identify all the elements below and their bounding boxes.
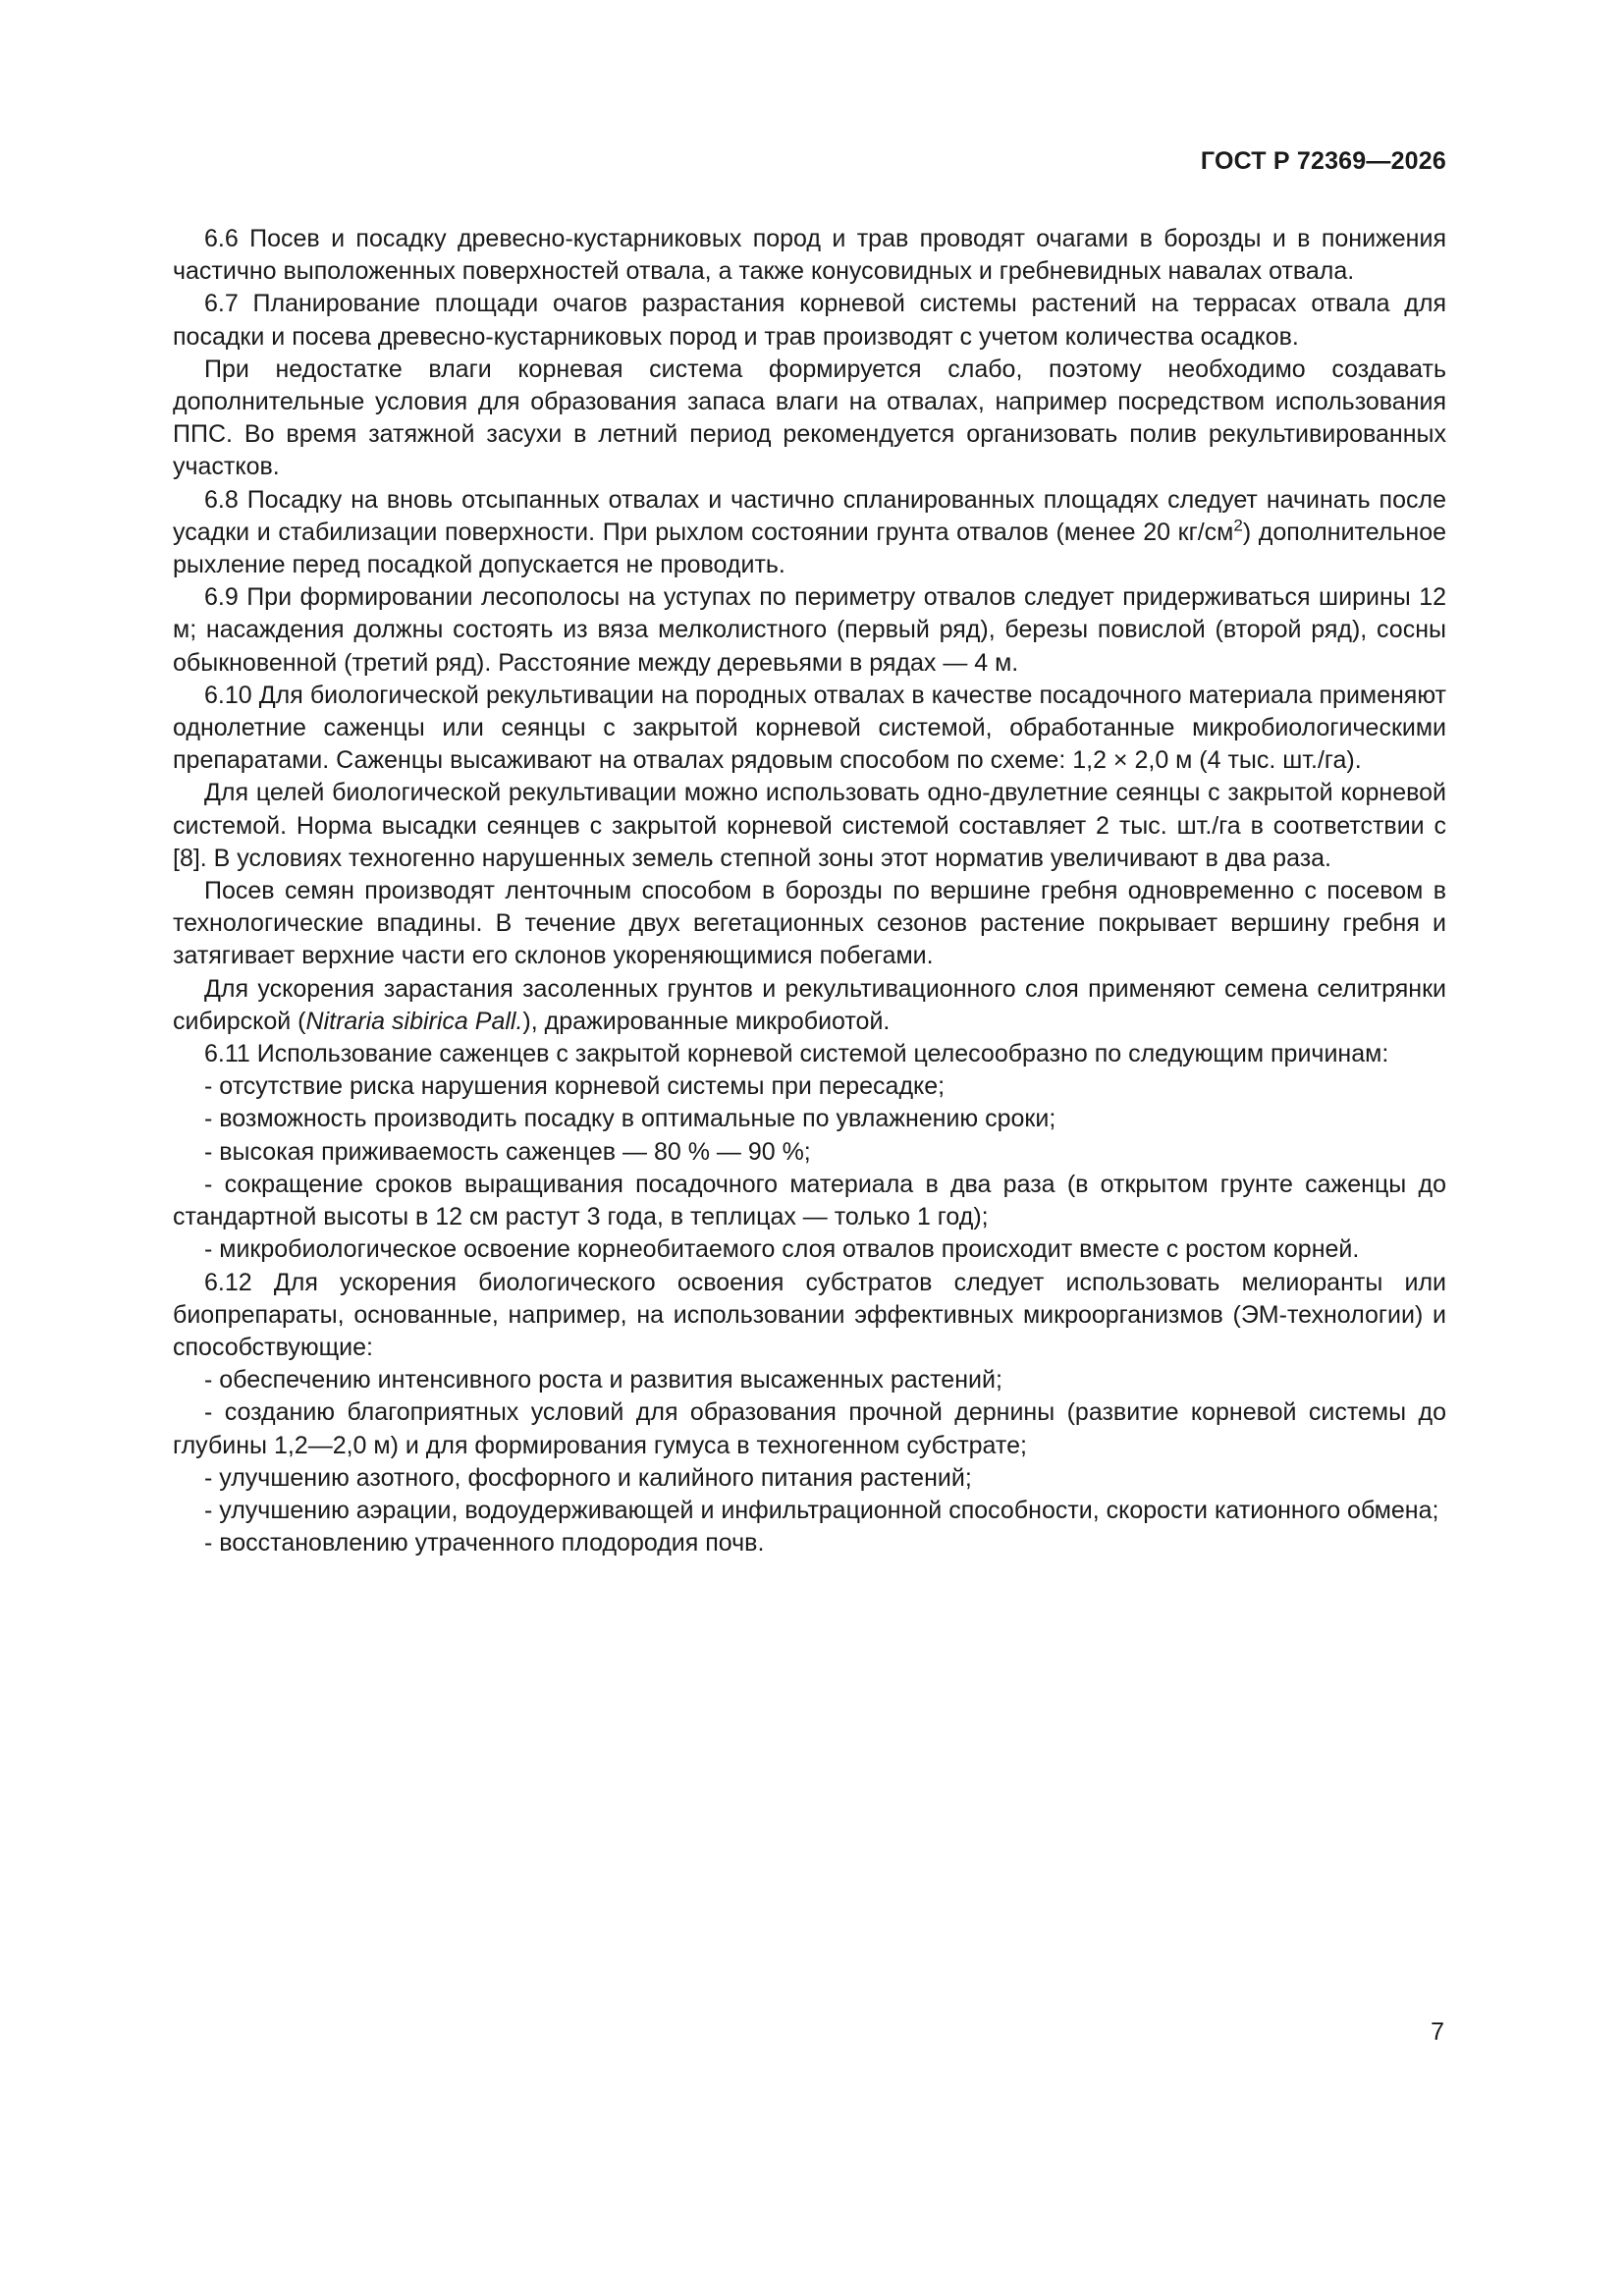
species-name-italic: Nitraria sibirica Pall. <box>305 1007 523 1035</box>
list-item <box>173 1396 1446 1461</box>
paragraph-6-8-text-b: ) дополнительное рыхление перед посадкой допускается не проводить. <box>173 518 1447 579</box>
paragraph-6-6 <box>173 223 1446 288</box>
list-item-text: - улучшению азотного, фосфорного и калийного питания растений; <box>204 1463 972 1492</box>
paragraph-nitraria-text-b: ), дражированные микробиотой. <box>522 1007 891 1035</box>
document-body <box>173 223 1446 1559</box>
list-item-text: - микробиологическое освоение корнеобитаемого слоя отвалов происходит вместе с ростом корней. <box>204 1235 1360 1264</box>
list-item-text: - созданию благоприятных условий для образования прочной дернины (развитие корневой системы до глубины 1,2—2,0 м) и для формирования гумуса в техногенном субстрате; <box>173 1398 1446 1459</box>
paragraph-6-7-text: 6.7 Планирование площади очагов разрастания корневой системы растений на террасах отвала для посадки и посева древесно-кустарниковых пород и трав производят с учетом количества осадков. <box>173 290 1446 351</box>
paragraph-6-9-text: 6.9 При формировании лесополосы на уступах по периметру отвалов следует придерживаться ширины 12 м; насаждения должны состоять из вяза мелколистного (первый ряд), березы повислой (второй ряд), сосны обыкновенной (третий ряд). Расстояние между деревьями в рядах — 4 м. <box>173 583 1446 677</box>
superscript-2: 2 <box>1233 516 1243 535</box>
paragraph-6-6-text: 6.6 Посев и посадку древесно-кустарниковых пород и трав проводят очагами в борозды и в понижения частично выположенных поверхностей отвала, а также конусовидных и гребневидных навалах отвала. <box>173 225 1446 286</box>
paragraph-6-11-text: 6.11 Использование саженцев с закрытой корневой системой целесообразно по следующим причинам: <box>204 1040 1389 1068</box>
list-item <box>173 1103 1446 1135</box>
list-item <box>173 1136 1446 1169</box>
paragraph-6-8 <box>173 484 1446 582</box>
list-item-text: - восстановлению утраченного плодородия почв. <box>204 1529 765 1558</box>
paragraph-6-11 <box>173 1038 1446 1070</box>
list-item <box>173 1462 1446 1495</box>
paragraph-6-8-text-a: 6.8 Посадку на вновь отсыпанных отвалах и частично спланированных площадях следует начинать после усадки и стабилизации поверхности. При рыхлом состоянии грунта отвалов (менее 20 кг/см <box>173 485 1446 546</box>
paragraph-6-9 <box>173 581 1446 680</box>
paragraph-6-12 <box>173 1267 1446 1365</box>
paragraph-6-10 <box>173 680 1446 778</box>
paragraph-moisture <box>173 354 1446 484</box>
list-item-text: - обеспечению интенсивного роста и развития высаженных растений; <box>204 1366 1002 1394</box>
paragraph-sowing-text: Посев семян производят ленточным способом в борозды по вершине гребня одновременно с посевом в технологические впадины. В течение двух вегетационных сезонов растение покрывает вершину гребня и затягивает верхние части его склонов укореняющимися побегами. <box>173 877 1446 970</box>
page-number: 7 <box>1431 2018 1444 2046</box>
paragraph-6-7 <box>173 288 1446 353</box>
list-item <box>173 1364 1446 1396</box>
paragraph-nitraria <box>173 973 1446 1038</box>
document-code-header: ГОСТ Р 72369—2026 <box>1200 147 1446 175</box>
list-item <box>173 1495 1446 1527</box>
list-item-text: - улучшению аэрации, водоудерживающей и инфильтрационной способности, скорости катионного обмена; <box>204 1496 1439 1524</box>
paragraph-nitraria-text-a: Для ускорения зарастания засоленных грунтов и рекультивационного слоя применяют семена селитрянки сибирской ( <box>173 974 1446 1035</box>
list-item-text: - высокая приживаемость саженцев — 80 % — 90 %; <box>204 1137 811 1166</box>
paragraph-sowing <box>173 875 1446 973</box>
paragraph-6-12-text: 6.12 Для ускорения биологического освоения субстратов следует использовать мелиоранты или биопрепараты, основанные, например, на использовании эффективных микроорганизмов (ЭМ-технологии) и способствующие: <box>173 1268 1446 1361</box>
list-item-text: - отсутствие риска нарушения корневой системы при пересадке; <box>204 1072 946 1101</box>
paragraph-6-10-text: 6.10 Для биологической рекультивации на породных отвалах в качестве посадочного материала применяют однолетние саженцы или сеянцы с закрытой корневой системой, обработанные микробиологическими препаратами. Саженцы высаживают на отвалах рядовым способом по схеме: 1,2 × 2,0 м (4 тыс. шт./га). <box>173 681 1446 775</box>
list-item <box>173 1527 1446 1559</box>
paragraph-seedlings-text: Для целей биологической рекультивации можно использовать одно-двулетние сеянцы с закрытой корневой системой. Норма высадки сеянцев с закрытой корневой системой составляет 2 тыс. шт./га в соответствии с [8]. В условиях техногенно нарушенных земель степной зоны этот норматив увеличивают в два раза. <box>173 779 1446 872</box>
list-item <box>173 1169 1446 1233</box>
list-item <box>173 1233 1446 1266</box>
list-item-text: - сокращение сроков выращивания посадочного материала в два раза (в открытом грунте саженцы до стандартной высоты в 12 см растут 3 года, в теплицах — только 1 год); <box>173 1170 1446 1231</box>
paragraph-seedlings <box>173 777 1446 875</box>
list-item <box>173 1070 1446 1103</box>
paragraph-moisture-text: При недостатке влаги корневая система формируется слабо, поэтому необходимо создавать дополнительные условия для образования запаса влаги на отвалах, например посредством использования ППС. Во время затяжной засухи в летний период рекомендуется организовать полив рекультивированных участков. <box>173 355 1446 481</box>
list-item-text: - возможность производить посадку в оптимальные по увлажнению сроки; <box>204 1105 1056 1133</box>
